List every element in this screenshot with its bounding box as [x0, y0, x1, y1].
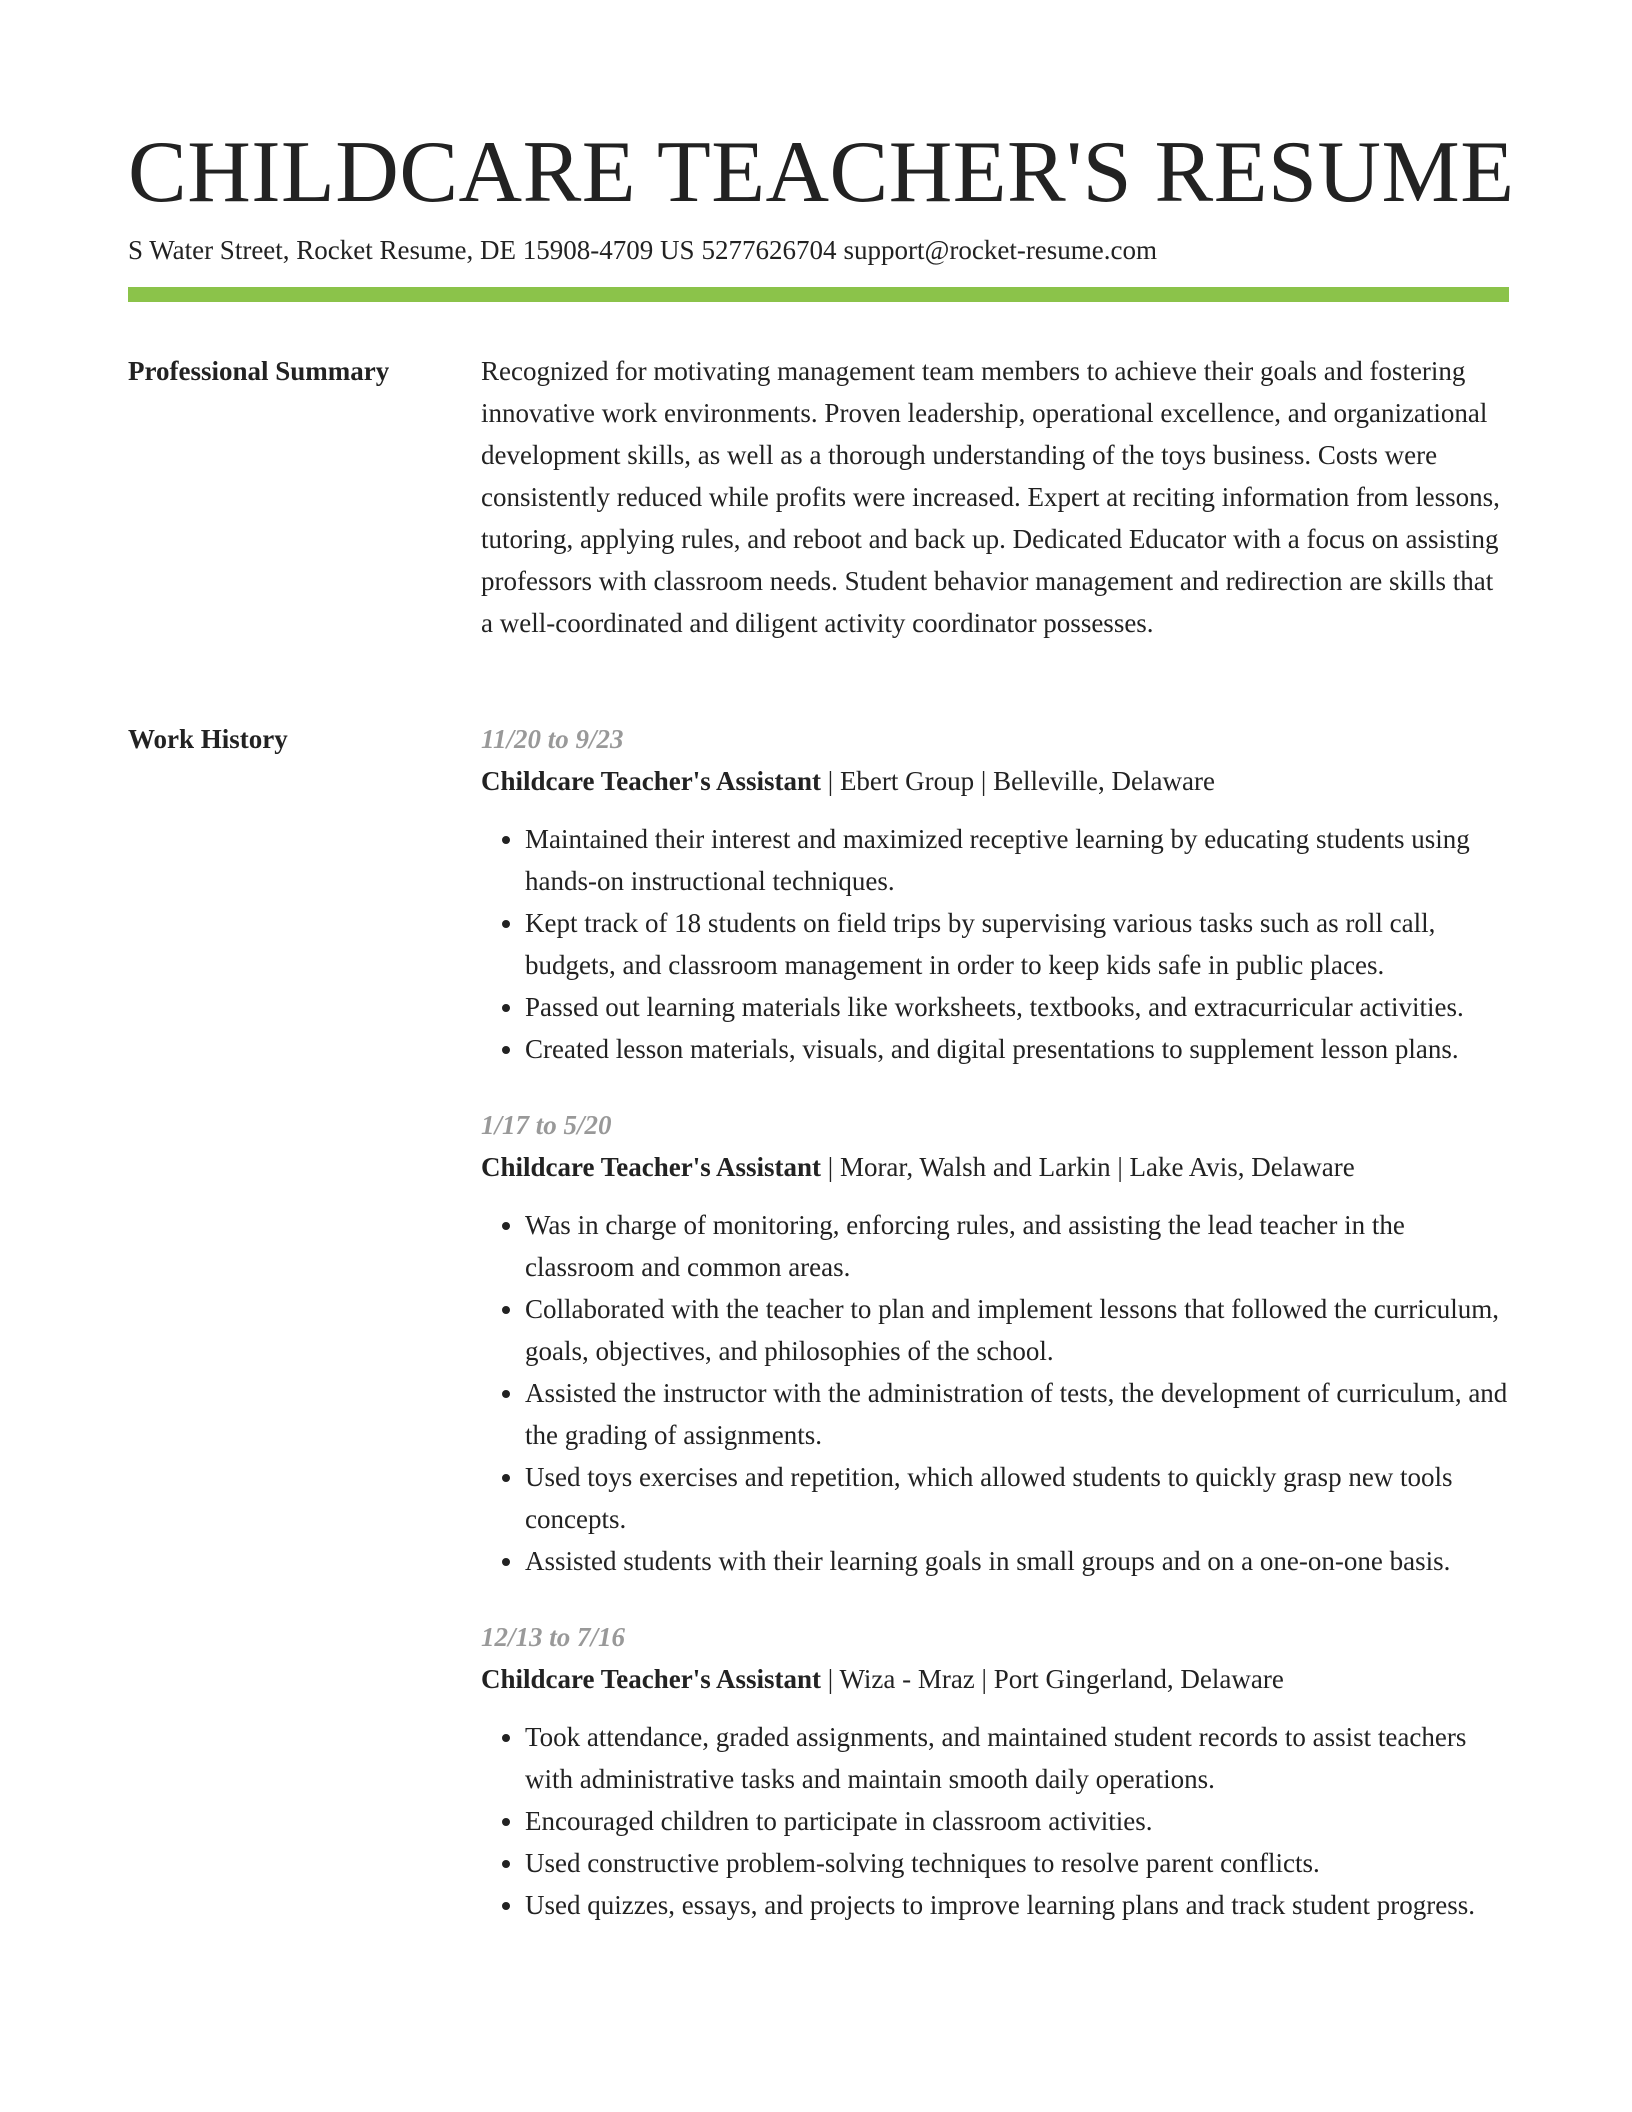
job-separator: |	[1110, 1152, 1130, 1182]
job-separator: |	[821, 1664, 840, 1694]
contact-email: support@rocket-resume.com	[843, 235, 1158, 265]
contact-line	[128, 232, 1157, 268]
job-bullet-list	[481, 1716, 1509, 1926]
job-location: Port Gingerland, Delaware	[993, 1664, 1284, 1694]
job-separator: |	[974, 1664, 994, 1694]
job-title: Childcare Teacher's Assistant	[481, 1152, 822, 1182]
job-separator: |	[821, 766, 840, 796]
job-company: Morar, Walsh and Larkin	[839, 1152, 1111, 1182]
job-heading	[481, 760, 1509, 802]
job-entry	[481, 1104, 1509, 1582]
contact-address: S Water Street, Rocket Resume, DE 15908-4709 US	[128, 235, 695, 265]
job-heading	[481, 1146, 1509, 1188]
job-separator: |	[974, 766, 994, 796]
job-entry	[481, 1616, 1509, 1926]
job-company: Wiza - Mraz	[839, 1664, 975, 1694]
job-separator: |	[821, 1152, 840, 1182]
job-title: Childcare Teacher's Assistant	[481, 766, 822, 796]
job-bullet: • Used quizzes, essays, and projects to improve learning plans and track student progress.	[525, 1884, 1509, 1926]
job-heading	[481, 1658, 1509, 1700]
job-dates: 12/13 to 7/16	[481, 1622, 626, 1652]
professional-summary-text: Recognized for motivating management team members to achieve their goals and fostering innovative work environments. Proven leadership, operational excellence, and organizational development skills, as well as a thorough understanding of the toys business. Costs were consistently reduced while profits were increased. Expert at reciting information from lessons, tutoring, applying rules, and reboot and back up. Dedicated Educator with a focus on assisting professors with classroom needs. Student behavior management and redirection are skills that a well-coordinated and diligent activity coordinator possesses.	[481, 356, 1500, 638]
job-bullet: • Passed out learning materials like worksheets, textbooks, and extracurricular activities.	[525, 986, 1509, 1028]
job-bullet: • Took attendance, graded assignments, and maintained student records to assist teachers with administrative tasks and maintain smooth daily operations.	[525, 1716, 1509, 1800]
work-history-body	[481, 718, 1509, 1960]
job-bullet: • Kept track of 18 students on field trips by supervising various tasks such as roll call, budgets, and classroom management in order to keep kids safe in public places.	[525, 902, 1509, 986]
job-dates: 1/17 to 5/20	[481, 1110, 612, 1140]
job-bullet: • Encouraged children to participate in classroom activities.	[525, 1800, 1509, 1842]
job-bullet: • Used toys exercises and repetition, which allowed students to quickly grasp new tools concepts.	[525, 1456, 1509, 1540]
job-bullet: • Assisted the instructor with the administration of tests, the development of curriculum, and the grading of assignments.	[525, 1372, 1509, 1456]
job-bullet: • Used constructive problem-solving techniques to resolve parent conflicts.	[525, 1842, 1509, 1884]
job-bullet: • Created lesson materials, visuals, and digital presentations to supplement lesson plans.	[525, 1028, 1509, 1070]
contact-phone: 5277626704	[701, 235, 837, 265]
job-title: Childcare Teacher's Assistant	[481, 1664, 822, 1694]
job-entry	[481, 718, 1509, 1070]
job-bullet: • Maintained their interest and maximized receptive learning by educating students using hands-on instructional techniques.	[525, 818, 1509, 902]
job-bullet: • Was in charge of monitoring, enforcing rules, and assisting the lead teacher in the classroom and common areas.	[525, 1204, 1509, 1288]
job-location: Lake Avis, Delaware	[1129, 1152, 1355, 1182]
work-history-label: Work History	[128, 724, 288, 754]
job-bullet: • Collaborated with the teacher to plan and implement lessons that followed the curriculum, goals, objectives, and philosophies of the school.	[525, 1288, 1509, 1372]
job-bullet-list	[481, 818, 1509, 1070]
job-dates: 11/20 to 9/23	[481, 724, 624, 754]
job-bullet: • Assisted students with their learning goals in small groups and on a one-on-one basis.	[525, 1540, 1509, 1582]
job-company: Ebert Group	[839, 766, 975, 796]
resume-title: CHILDCARE TEACHER'S RESUME	[128, 124, 1515, 221]
job-location: Belleville, Delaware	[993, 766, 1215, 796]
job-bullet-list	[481, 1204, 1509, 1582]
professional-summary-body	[481, 350, 1509, 644]
header-divider	[128, 287, 1509, 302]
professional-summary-label: Professional Summary	[128, 356, 390, 386]
